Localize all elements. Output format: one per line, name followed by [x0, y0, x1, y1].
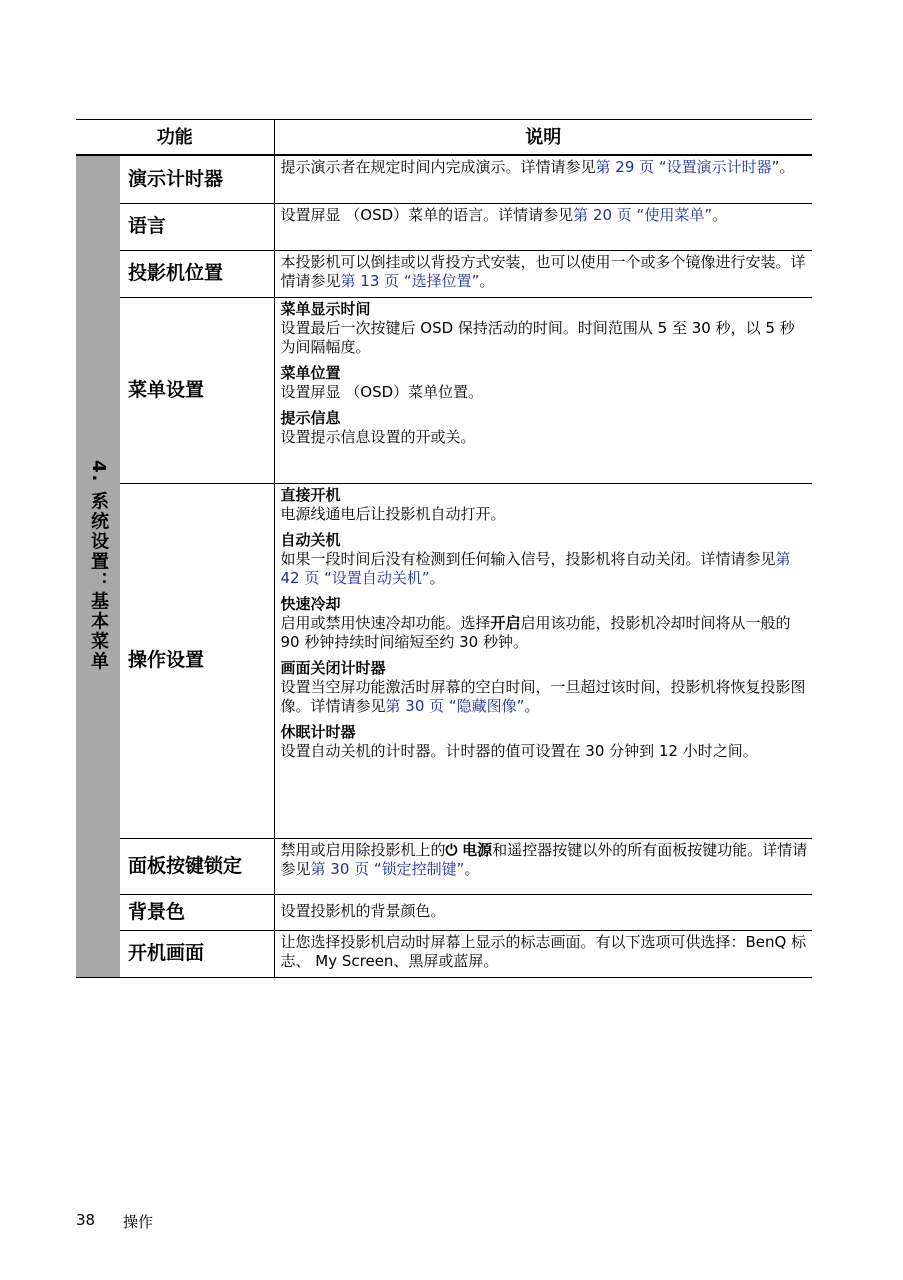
header-description: 说明: [274, 120, 812, 156]
function-name: 菜单设置: [120, 297, 274, 483]
function-description: 本投影机可以倒挂或以背投方式安装，也可以使用一个或多个镜像进行安装。详情请参见第 13 页 “选择位置”。: [274, 250, 812, 297]
sub-item-text: 设置屏显 （OSD）菜单位置。: [280, 382, 484, 401]
sub-item-title: 提示信息: [280, 408, 341, 427]
sub-item-text: 设置提示信息设置的开或关。: [280, 427, 476, 446]
table-row: [76, 297, 812, 483]
function-name: 面板按键锁定: [120, 838, 274, 894]
sub-item-title: 休眠计时器: [280, 722, 356, 741]
sub-item-title: 菜单显示时间: [280, 299, 371, 318]
sub-item-text: 设置当空屏功能激活时屏幕的空白时间，一旦超过该时间，投影机将恢复投影图像。详情请参见第 30 页 “隐藏图像”。: [280, 677, 806, 715]
page-link[interactable]: 第 30 页 “锁定控制键”: [310, 859, 465, 878]
sub-item-title: 直接开机: [280, 485, 341, 504]
header-function: 功能: [76, 120, 274, 156]
sub-item: [281, 300, 809, 357]
page-link[interactable]: 第 29 页 “设置演示计时器”: [595, 158, 780, 176]
sub-item-text: 设置最后一次按键后 OSD 保持活动的时间。时间范围从 5 至 30 秒，以 5 秒为间隔幅度。: [280, 318, 795, 356]
sub-item: [281, 659, 809, 716]
function-description: [274, 483, 812, 838]
sub-item-title: 画面关闭计时器: [280, 658, 386, 677]
sub-item-text: 如果一段时间后没有检测到任何输入信号，投影机将自动关闭。详情请参见第 42 页 “设置自动关机”。: [280, 549, 791, 587]
table-header-row: [76, 120, 812, 156]
table-row: [76, 250, 812, 297]
function-name: 背景色: [120, 894, 274, 930]
function-name: 开机画面: [120, 930, 274, 977]
sub-item: [281, 364, 809, 402]
sub-item-title: 快速冷却: [280, 594, 341, 613]
function-description: 设置屏显 （OSD）菜单的语言。详情请参见第 20 页 “使用菜单”。: [274, 203, 812, 250]
sub-item-text: 设置自动关机的计时器。计时器的值可设置在 30 分钟到 12 小时之间。: [280, 741, 758, 760]
page-link[interactable]: 第 30 页 “隐藏图像”: [385, 696, 525, 715]
table-row: [76, 483, 812, 838]
table-row: [76, 203, 812, 250]
page-number: 38: [76, 1211, 96, 1229]
function-name: 演示计时器: [120, 155, 274, 203]
table-row: [76, 930, 812, 977]
sub-item-title: 菜单位置: [280, 363, 341, 382]
function-name: 操作设置: [120, 483, 274, 838]
sub-item: [281, 409, 809, 447]
function-description: 让您选择投影机启动时屏幕上显示的标志画面。有以下选项可供选择：BenQ 标志、 My Screen、黑屏或蓝屏。: [274, 930, 812, 977]
table-row: [76, 894, 812, 930]
page-link[interactable]: 第 42 页 “设置自动关机”: [280, 549, 791, 587]
page-section-title: 操作: [123, 1213, 154, 1231]
page-link[interactable]: 第 20 页 “使用菜单”: [573, 205, 713, 224]
sub-item: [281, 723, 809, 761]
sub-item-text: 启用或禁用快速冷却功能。选择开启启用该功能，投影机冷却时间将从一般的 90 秒钟持续时间缩短至约 30 秒钟。: [280, 613, 791, 651]
function-table: [76, 119, 812, 978]
page-link[interactable]: 第 13 页 “选择位置”: [340, 271, 480, 290]
side-section-label: 4. 系统设置：基本菜单: [88, 460, 109, 673]
sub-item-title: 自动关机: [280, 530, 341, 549]
sub-item-text: 电源线通电后让投影机自动打开。: [280, 504, 506, 523]
side-tab: [76, 155, 120, 977]
function-description: 设置投影机的背景颜色。: [274, 894, 812, 930]
sub-item: [281, 486, 809, 524]
table-row: [76, 838, 812, 894]
sub-item: [281, 531, 809, 588]
power-icon: ⏻: [445, 840, 458, 859]
function-name: 投影机位置: [120, 250, 274, 297]
function-description: 禁用或启用除投影机上的⏻ 电源和遥控器按键以外的所有面板按键功能。详情请参见第 30 页 “锁定控制键”。: [274, 838, 812, 894]
function-name: 语言: [120, 203, 274, 250]
function-description: 提示演示者在规定时间内完成演示。详情请参见第 29 页 “设置演示计时器”。: [274, 155, 812, 203]
table-row: [76, 155, 812, 203]
function-description: [274, 297, 812, 483]
sub-item: [281, 595, 809, 652]
